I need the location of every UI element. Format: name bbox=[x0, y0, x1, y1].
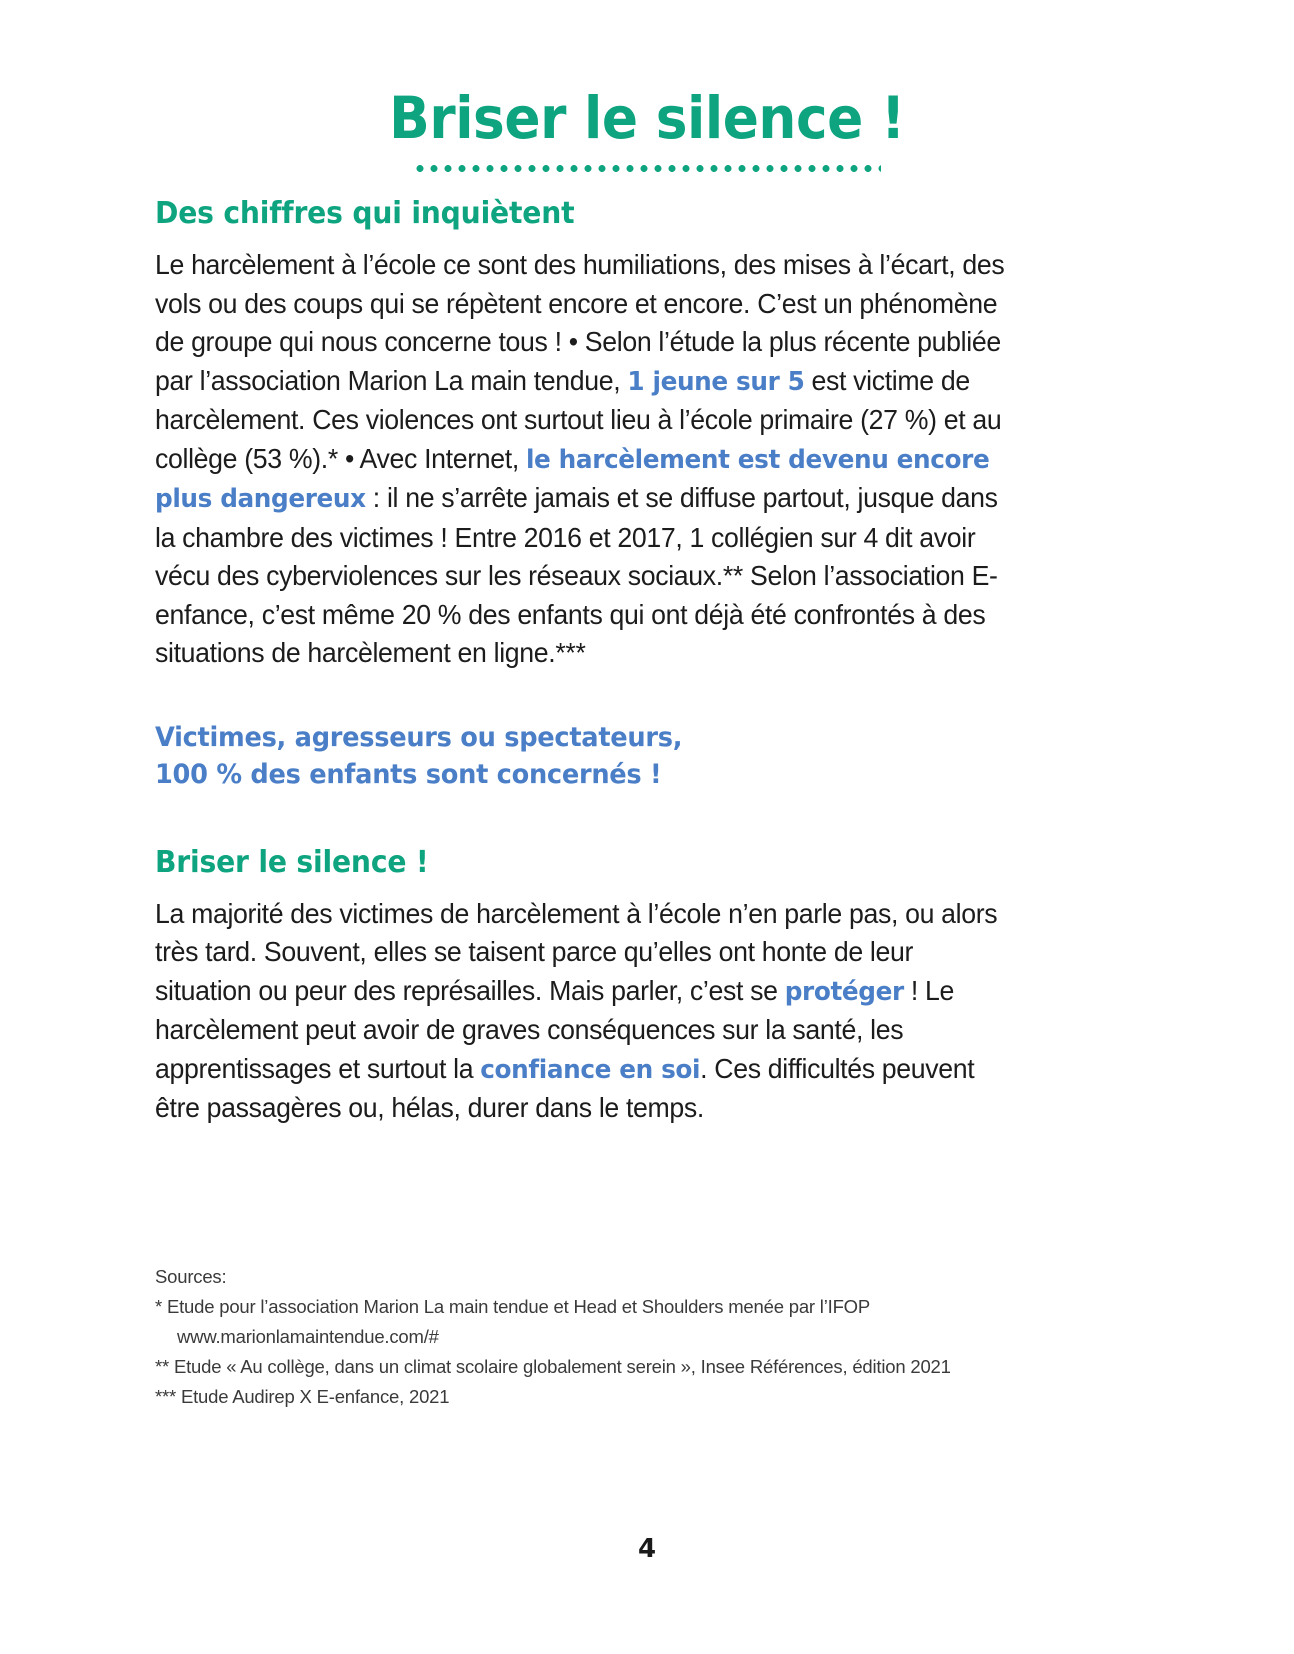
paragraph-text-part2: est victime de harcèlement. Ces violences ont surtout lieu à l’école primaire (27 %) et au collège (53 %).* • Avec Internet, bbox=[155, 364, 1002, 474]
title-block bbox=[0, 84, 1294, 174]
paragraph-text-part3: : il ne s’arrête jamais et se diffuse partout, jusque dans la chambre des victimes ! Entre 2016 et 2017, 1 collégien sur 4 dit avoir vécu des cyberviolences sur les réseaux sociaux.** Selon l’association E-enfance, c’est même 20 % des enfants qui ont déjà été confrontés à des situations de harcèlement en ligne.*** bbox=[155, 482, 998, 668]
page-title: Briser le silence ! bbox=[389, 84, 905, 152]
spacer bbox=[155, 673, 1039, 719]
source-item-3: *** Etude Audirep X E-enfance, 2021 bbox=[155, 1386, 450, 1407]
highlight-proteger: protéger bbox=[784, 976, 904, 1007]
callout-statement bbox=[155, 719, 995, 793]
paragraph-briser-le-silence bbox=[155, 895, 1012, 1128]
spacer bbox=[155, 793, 1039, 845]
highlight-1-jeune-sur-5: 1 jeune sur 5 bbox=[627, 366, 805, 397]
sources-label: Sources: bbox=[155, 1266, 227, 1287]
page-number: 4 bbox=[637, 1534, 657, 1564]
sources-block bbox=[155, 1262, 1055, 1412]
source-item-2: ** Etude « Au collège, dans un climat scolaire globalement serein », Insee Références, édition 2021 bbox=[155, 1356, 951, 1377]
main-content bbox=[155, 196, 1039, 1128]
paragraph2-text-part3: . Ces difficultés peuvent être passagères ou, hélas, durer dans le temps. bbox=[155, 1052, 975, 1123]
highlight-confiance-en-soi: confiance en soi bbox=[480, 1054, 701, 1085]
paragraph2-text-part2: ! Le harcèlement peut avoir de graves conséquences sur la santé, les apprentissages et surtout la bbox=[155, 974, 955, 1084]
dotted-rule-divider bbox=[413, 163, 881, 174]
section-heading-briser-le-silence: Briser le silence ! bbox=[155, 844, 429, 880]
paragraph-text-part1: Le harcèlement à l’école ce sont des humiliations, des mises à l’écart, des vols ou des coups qui se répètent encore et encore. C’est un phénomène de groupe qui nous concerne tous ! • Selon l’étude la plus récente publiée par l’association Marion La main tendue, bbox=[155, 249, 1005, 396]
section-heading-chiffres: Des chiffres qui inquiètent bbox=[155, 196, 575, 231]
source-item-1: * Etude pour l’association Marion La main tendue et Head et Shoulders menée par l’IFOP bbox=[155, 1296, 870, 1317]
paragraph2-text-part1: La majorité des victimes de harcèlement à l’école n’en parle pas, ou alors très tard. Souvent, elles se taisent parce qu’elles ont honte de leur situation ou peur des représailles. Mais parler, c’est se bbox=[155, 897, 998, 1006]
source-item-url: www.marionlamaintendue.com/# bbox=[177, 1326, 439, 1347]
callout-line-1: Victimes, agresseurs ou spectateurs, bbox=[155, 721, 683, 753]
highlight-harcelement-dangereux: le harcèlement est devenu encore plus dangereux bbox=[155, 444, 990, 514]
paragraph-chiffres bbox=[155, 246, 1012, 673]
callout-line-2: 100 % des enfants sont concernés ! bbox=[155, 758, 662, 790]
